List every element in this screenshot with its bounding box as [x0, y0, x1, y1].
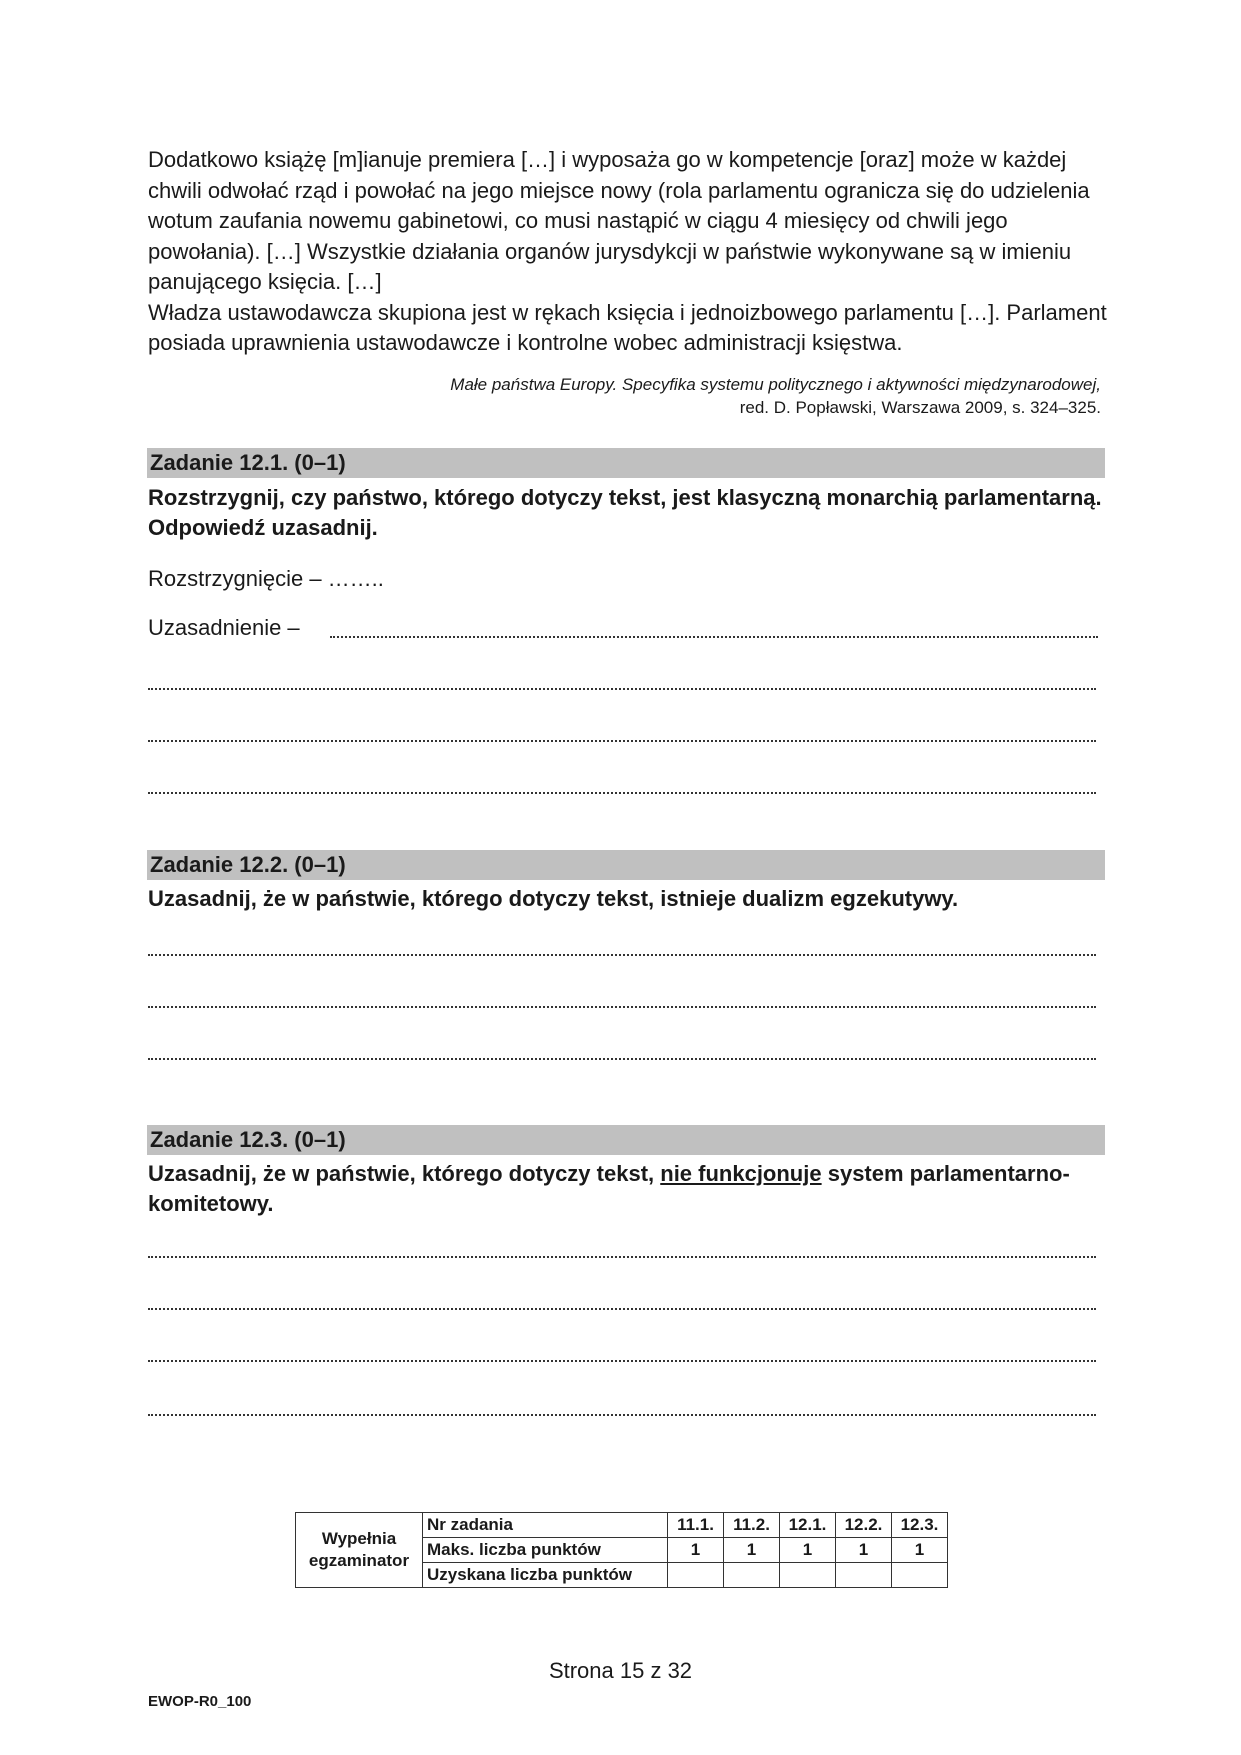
answer-line[interactable]: [148, 1006, 1096, 1008]
task-12-2-instruction: Uzasadnij, że w państwie, którego dotyczy tekst, istnieje dualizm egzekutywy.: [148, 886, 959, 911]
source-paragraph: Dodatkowo książę [m]ianuje premiera […] i wyposaża go w kompetencje [oraz] może w każdej chwili odwołać rząd i powołać na jego miejsce nowy (rola parlamentu ogranicza się do udzielenia wotum zaufania nowemu gabinetowi, co musi nastąpić w ciągu 4 miesięcy od chwili jego powołania). […] Wszystkie działania organów jurysdykcji w państwie wykonywane są w imieniu panującego księcia. […]: [148, 147, 1090, 294]
decision-answer-line[interactable]: [148, 566, 1098, 592]
task-number-label: Nr zadania: [423, 1513, 668, 1538]
instruction-text: Uzasadnij, że w państwie, którego dotyczy tekst,: [148, 1161, 661, 1186]
obtained-points-cell[interactable]: [724, 1563, 780, 1588]
source-excerpt: [148, 145, 1108, 359]
instruction-emphasis: nie funkcjonuje: [660, 1161, 822, 1186]
answer-line[interactable]: [148, 954, 1096, 956]
obtained-points-cell[interactable]: [836, 1563, 892, 1588]
answer-line[interactable]: [148, 1414, 1096, 1416]
task-number-cell: 12.2.: [836, 1513, 892, 1538]
answer-line[interactable]: [148, 1360, 1096, 1362]
task-12-3-instruction: [148, 1159, 1106, 1219]
examiner-label: Wypełnia egzaminator: [296, 1513, 423, 1588]
task-number-cell: 11.1.: [668, 1513, 724, 1538]
answer-line[interactable]: [330, 636, 1098, 638]
task-12-1-instruction: Rozstrzygnij, czy państwo, którego dotyczy tekst, jest klasyczną monarchią parlamentarną. Odpowiedź uzasadnij.: [148, 485, 1102, 540]
decision-dots: ……..: [327, 566, 384, 591]
source-paragraph: Władza ustawodawcza skupiona jest w rękach księcia i jednoizbowego parlamentu […]. Parlament posiada uprawnienia ustawodawcze i kontrolne wobec administracji księstwa.: [148, 299, 1107, 355]
task-12-1-header: Zadanie 12.1. (0–1): [147, 448, 1105, 478]
max-points-label: Maks. liczba punktów: [423, 1538, 668, 1563]
answer-line[interactable]: [148, 740, 1096, 742]
task-number-cell: 12.3.: [892, 1513, 948, 1538]
answer-line[interactable]: [148, 688, 1096, 690]
task-12-3-header: Zadanie 12.3. (0–1): [147, 1125, 1105, 1155]
max-points-cell: 1: [892, 1538, 948, 1563]
max-points-cell: 1: [724, 1538, 780, 1563]
score-table: [295, 1512, 948, 1588]
task-12-2-header: Zadanie 12.2. (0–1): [147, 850, 1105, 880]
obtained-points-cell[interactable]: [668, 1563, 724, 1588]
citation-details: red. D. Popławski, Warszawa 2009, s. 324–325.: [739, 398, 1101, 417]
justification-label: Uzasadnienie –: [148, 615, 300, 640]
answer-line[interactable]: [148, 1308, 1096, 1310]
answer-line[interactable]: [148, 792, 1096, 794]
page-number: Strona 15 z 32: [548, 1658, 693, 1683]
max-points-cell: 1: [836, 1538, 892, 1563]
decision-label: Rozstrzygnięcie –: [148, 566, 322, 591]
answer-line[interactable]: [148, 1256, 1096, 1258]
exam-code: EWOP-R0_100: [148, 1693, 252, 1710]
task-number-cell: 11.2.: [724, 1513, 780, 1538]
source-citation: [341, 373, 1101, 419]
max-points-cell: 1: [780, 1538, 836, 1563]
citation-title: Małe państwa Europy. Specyfika systemu politycznego i aktywności międzynarodowej,: [450, 375, 1101, 394]
instruction-text: system parlamentarno-komitetowy.: [148, 1161, 1070, 1216]
max-points-cell: 1: [668, 1538, 724, 1563]
task-number-cell: 12.1.: [780, 1513, 836, 1538]
obtained-points-label: Uzyskana liczba punktów: [423, 1563, 668, 1588]
obtained-points-cell[interactable]: [780, 1563, 836, 1588]
answer-line[interactable]: [148, 1058, 1096, 1060]
obtained-points-cell[interactable]: [892, 1563, 948, 1588]
